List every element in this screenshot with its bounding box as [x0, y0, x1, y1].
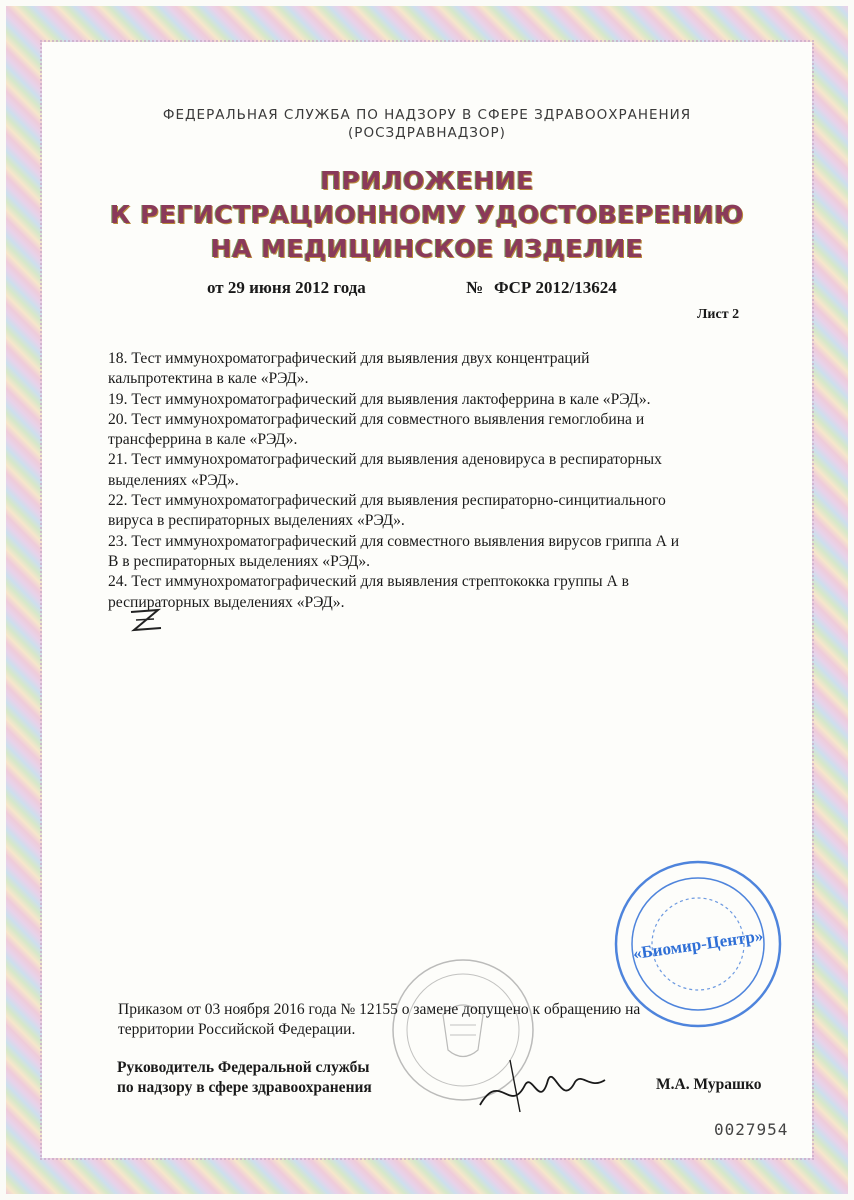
organization-name: ФЕДЕРАЛЬНАЯ СЛУЖБА ПО НАДЗОРУ В СФЕРЕ ЗДРАВООХРАНЕНИЯ [162, 107, 692, 123]
list-item: 20. Тест иммунохроматографический для совместного выявления гемоглобина и трансферрина в кале «РЭД». [108, 410, 645, 449]
serial-number: 0027954 [714, 1120, 789, 1139]
organization-abbrev: (РОСЗДРАВНАДЗОР) [348, 125, 506, 141]
signatory-name: М.А. Мурашко [656, 1076, 762, 1093]
list-item: 18. Тест иммунохроматографический для выявления двух концентраций кальпротектина в кале «РЭД». [108, 350, 590, 388]
sheet-number: Лист 2 [697, 307, 740, 322]
order-text: Приказом от 03 ноября 2016 года № 12155 о замене допущено к обращению на территории Российской Федерации. [118, 1001, 641, 1038]
document-title-line2: К РЕГИСТРАЦИОННОМУ УДОСТОВЕРЕНИЮ [110, 200, 744, 229]
document-title-line3: НА МЕДИЦИНСКОЕ ИЗДЕЛИЕ [210, 234, 644, 263]
list-item: 22. Тест иммунохроматографический для выявления респираторно-синцитиального вируса в респираторных выделениях «РЭД». [108, 492, 666, 530]
list-item: 19. Тест иммунохроматографический для выявления лактоферрина в кале «РЭД». [108, 390, 651, 408]
list-item: 23. Тест иммунохроматографический для совместного выявления вирусов гриппа А и В в респираторных выделениях «РЭД». [108, 532, 680, 570]
handwritten-signature [470, 1050, 610, 1120]
registration-number: ФСР 2012/13624 [494, 278, 617, 297]
document-title-line1: ПРИЛОЖЕНИЕ [320, 166, 534, 195]
number-label: № [466, 278, 484, 297]
signatory-title-line2: по надзору в сфере здравоохранения [117, 1079, 372, 1096]
list-item: 24. Тест иммунохроматографический для выявления стрептококка группы А в респираторных выделениях «РЭД». [108, 573, 629, 611]
signatory-title-line1: Руководитель Федеральной службы [117, 1059, 370, 1076]
order-note [118, 1000, 738, 1040]
z-end-mark [128, 606, 164, 636]
list-item: 21. Тест иммунохроматографический для выявления аденовируса в респираторных выделениях «РЭД». [108, 451, 662, 489]
stamp-company-name: «Биомир-Центр» [631, 925, 765, 964]
document-date: от 29 июня 2012 года [207, 278, 366, 297]
signatory-title [117, 1058, 372, 1098]
item-list [108, 349, 758, 613]
